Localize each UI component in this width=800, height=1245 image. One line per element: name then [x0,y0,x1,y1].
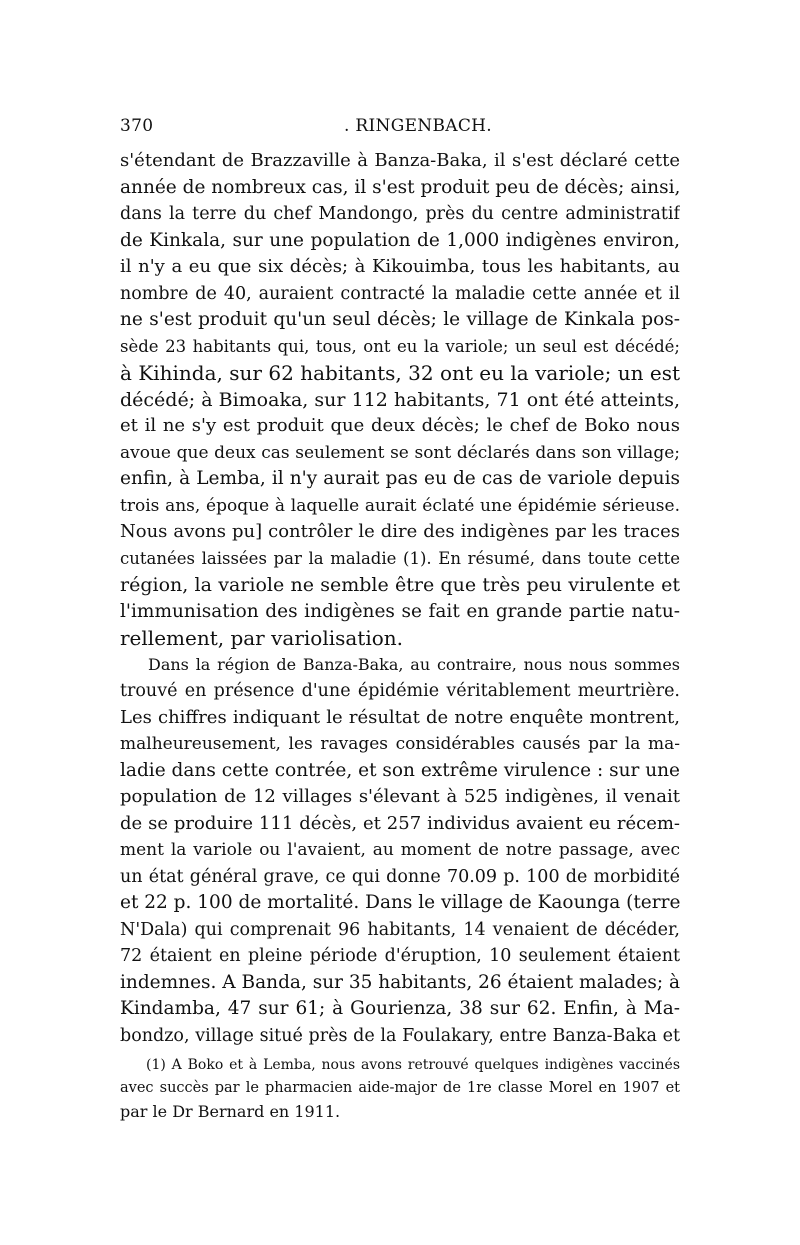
text-line: malheureusement, les ravages considérables causés par la ma- [120,734,680,754]
text-line: s'étendant de Brazzaville à Banza-Baka, il s'est déclaré cette [120,150,680,171]
running-title: . RINGENBACH. [344,116,492,136]
text-line: un état général grave, ce qui donne 70.09 p. 100 de morbidité [120,866,680,887]
text-line: Nous avons pu] contrôler le dire des indigènes par les traces [120,521,680,542]
footnote-line: avec succès par le pharmacien aide-major de 1re classe Morel en 1907 et [120,1080,680,1096]
text-line: il n'y a eu que six décès; à Kikouimba, tous les habitants, au [120,256,680,277]
text-line: indemnes. A Banda, sur 35 habitants, 26 étaient malades; à [120,971,680,993]
footnote-line: par le Dr Bernard en 1911. [120,1102,341,1121]
text-line: enfin, à Lemba, il n'y aurait pas eu de cas de variole depuis [120,468,680,489]
text-line: Kindamba, 47 sur 61; à Gourienza, 38 sur 62. Enfin, à Ma- [120,998,680,1019]
page-number: 370 [120,116,154,136]
text-line: ment la variole ou l'avaient, au moment de notre passage, avec [120,840,680,860]
text-line: l'immunisation des indigènes se fait en grande partie natu- [120,600,680,622]
text-line: ladie dans cette contrée, et son extrême virulence : sur une [120,759,680,781]
text-line: avoue que deux cas seulement se sont déclarés dans son village; [120,442,680,463]
text-line: 72 étaient en pleine période d'éruption, 10 seulement étaient [120,946,680,966]
text-line: et 22 p. 100 de mortalité. Dans le village de Kaounga (terre [120,892,680,913]
text-line: nombre de 40, auraient contracté la maladie cette année et il [120,283,680,304]
text-line: décédé; à Bimoaka, sur 112 habitants, 71 ont été atteints, [120,388,680,411]
text-line: trouvé en présence d'une épidémie véritablement meurtrière. [120,681,680,701]
text-line: cutanées laissées par la maladie (1). En résumé, dans toute cette [120,548,680,568]
running-head [120,116,680,140]
text-line: sède 23 habitants qui, tous, ont eu la variole; un seul est décédé; [120,336,680,356]
text-line: Les chiffres indiquant le résultat de notre enquête montrent, [120,706,680,728]
text-line: de Kinkala, sur une population de 1,000 indigènes environ, [120,229,680,251]
text-line: bondzo, village situé près de la Foulakary, entre Banza-Baka et [120,1025,680,1046]
footnote-line: (1) A Boko et à Lemba, nous avons retrouvé quelques indigènes vaccinés [146,1057,680,1073]
text-line: année de nombreux cas, il s'est produit peu de décès; ainsi, [120,176,680,198]
text-line: N'Dala) qui comprenait 96 habitants, 14 venaient de décéder, [120,919,680,940]
text-line: dans la terre du chef Mandongo, près du centre administratif [120,204,680,224]
text-line: Dans la région de Banza-Baka, au contraire, nous nous sommes [148,654,680,674]
text-line: de se produire 111 décès, et 257 individus avaient eu récem- [120,812,680,834]
text-line: ne s'est produit qu'un seul décès; le village de Kinkala pos- [120,309,680,330]
text-line: rellement, par variolisation. [120,626,404,650]
body-text [120,148,680,1049]
text-line: trois ans, époque à laquelle aurait éclaté une épidémie sérieuse. [120,495,680,516]
text-line: population de 12 villages s'élevant à 525 indigènes, il venait [120,786,680,807]
text-line: à Kihinda, sur 62 habitants, 32 ont eu la variole; un est [120,361,680,385]
text-line: région, la variole ne semble être que très peu virulente et [120,574,680,596]
footnote [120,1054,680,1123]
text-line: et il ne s'y est produit que deux décès; le chef de Boko nous [120,415,680,436]
